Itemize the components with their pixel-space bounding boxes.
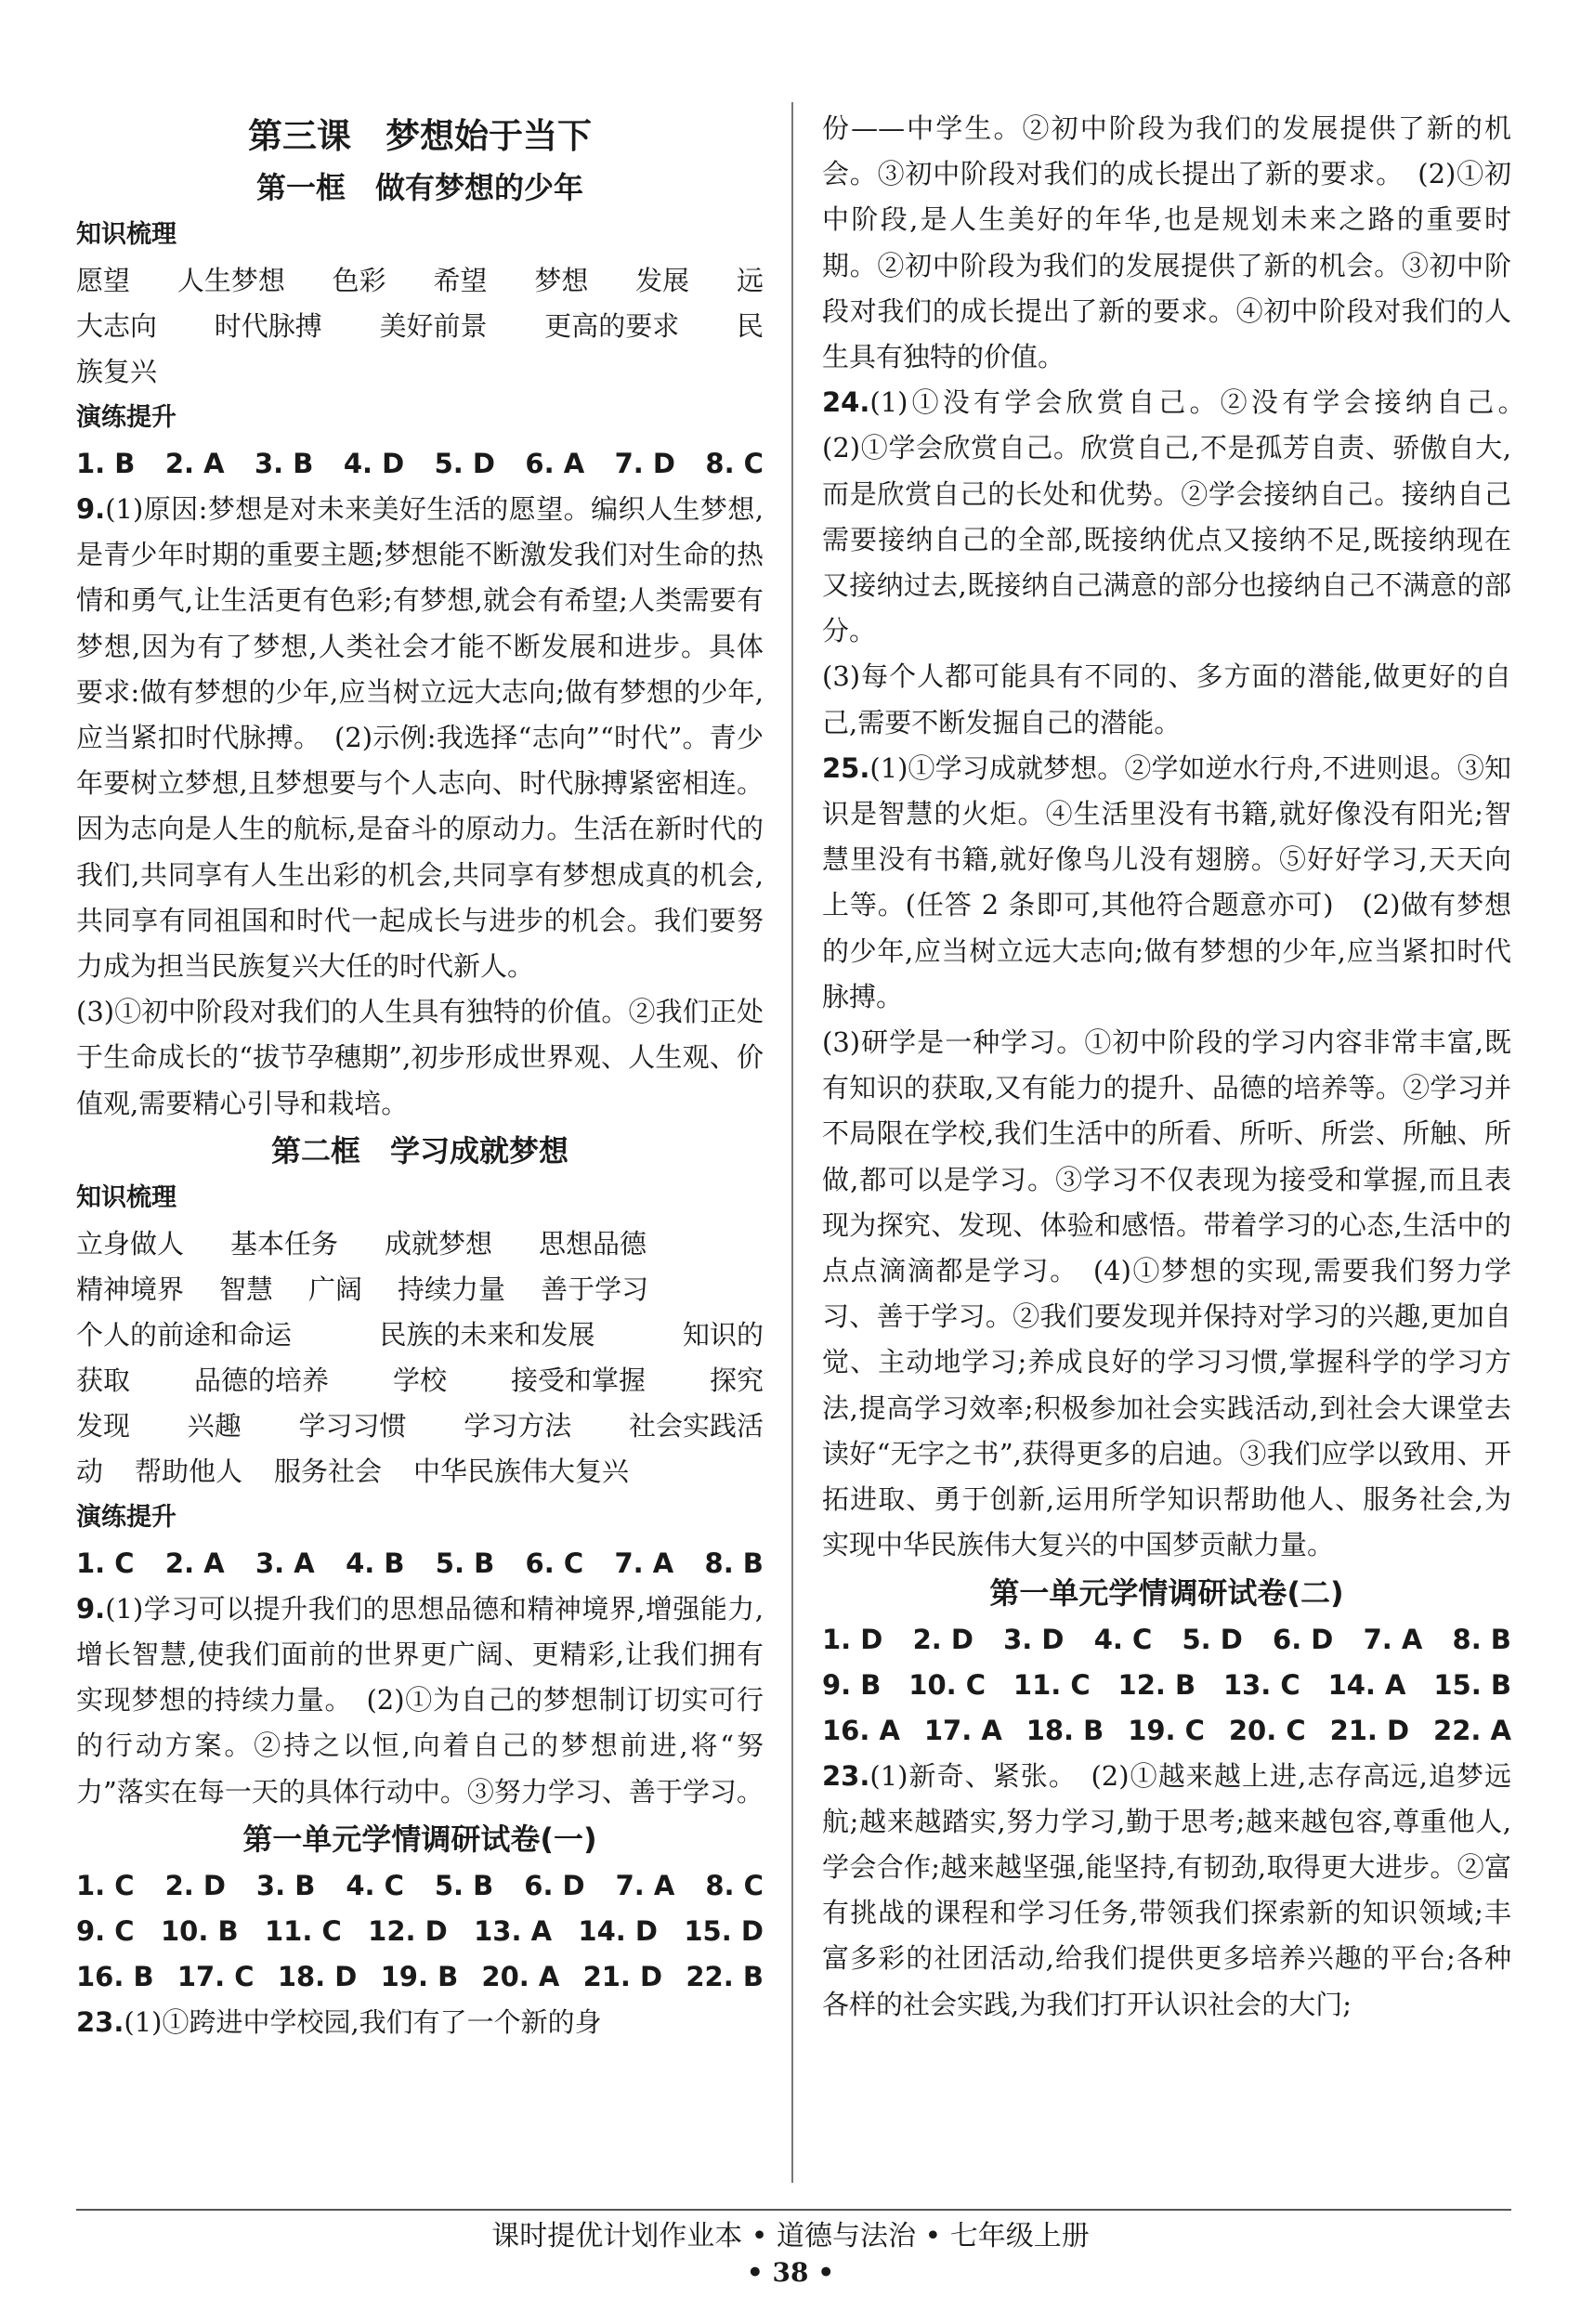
mc-answer: 9. C: [76, 1914, 135, 1947]
keyword: 持续力量: [398, 1273, 506, 1305]
keyword: 时代脉搏: [214, 310, 322, 342]
mc-answer: 1. C: [76, 1869, 135, 1901]
mc-answer: 11. C: [1013, 1668, 1091, 1701]
keyword: 动: [76, 1455, 104, 1487]
keyword: 民族的未来和发展: [379, 1318, 595, 1351]
mc-answer: 1. B: [76, 448, 136, 479]
keyword-row: [76, 1312, 764, 1358]
mc-answer: 4. C: [1093, 1623, 1153, 1655]
mc-answer: 12. D: [368, 1914, 448, 1947]
left-column: [76, 97, 764, 2045]
column-divider: [791, 102, 793, 2183]
frame2-knowledge-heading: 知识梳理: [76, 1182, 176, 1212]
mc-answer: 22. B: [686, 1960, 764, 1992]
frame1-title: 第一框 做有梦想的少年: [255, 170, 583, 205]
mc-answer: 22. A: [1433, 1714, 1511, 1746]
mc-answer: 20. C: [1228, 1714, 1306, 1746]
frame1-q9-answer: [76, 487, 764, 989]
mc-answer: 15. D: [684, 1914, 764, 1947]
mc-answer: 9. B: [822, 1668, 882, 1701]
keyword: 族复兴: [76, 356, 158, 387]
exam1-title: 第一单元学情调研试卷(一): [242, 1821, 597, 1857]
keyword: 社会实践活: [628, 1409, 764, 1442]
keyword: 中华民族伟大复兴: [413, 1455, 630, 1487]
mc-answer: 7. A: [1363, 1623, 1423, 1655]
mc-answer: 4. C: [346, 1869, 404, 1901]
mc-answer: 11. C: [264, 1914, 342, 1947]
mc-row: [822, 1663, 1511, 1708]
mc-answer: 6. D: [1273, 1623, 1334, 1655]
keyword: 人生梦想: [176, 265, 285, 296]
answer-text: (1)①没有学会欣赏自己。②没有学会接纳自己。 (2)①学会欣赏自己。欣赏自己,不是孤芳自责、骄傲自大,而是欣赏自己的长处和优势。②学会接纳自己。接纳自己需要接纳自己的全部,既接纳优点又接纳不足,既接纳现在又接纳过去,既接纳自己满意的部分也接纳自己不满意的部分。: [822, 386, 1539, 647]
keyword: 品德的培养: [193, 1364, 329, 1396]
question-number: 23.: [822, 1759, 870, 1792]
keyword: 发展: [635, 265, 690, 296]
frame1-mc-answers: [76, 441, 764, 487]
mc-answer: 17. C: [176, 1960, 255, 1992]
keyword: 智慧: [219, 1273, 274, 1305]
keyword: 思想品德: [539, 1227, 647, 1260]
keyword: 大志向: [76, 310, 158, 342]
mc-answer: 7. A: [615, 1869, 675, 1901]
mc-answer: 6. A: [525, 448, 585, 479]
mc-answer: 5. B: [435, 1547, 495, 1579]
keyword: 美好前景: [379, 310, 488, 342]
mc-answer: 15. B: [1433, 1668, 1511, 1701]
exam1-q23-start: [76, 2000, 764, 2045]
mc-answer: 7. A: [614, 1547, 674, 1579]
mc-answer: 1. D: [822, 1623, 883, 1655]
lesson-title: 第三课 梦想始于当下: [248, 116, 592, 156]
keyword: 学习习惯: [298, 1409, 407, 1442]
mc-answer: 19. B: [380, 1960, 459, 1992]
frame2-mc-answers: [76, 1541, 764, 1586]
keyword-row: [76, 1221, 764, 1267]
keyword: 服务社会: [274, 1455, 383, 1487]
exam2-q23-answer: [822, 1754, 1511, 2028]
mc-row: [76, 1909, 764, 1954]
keyword: 色彩: [332, 265, 386, 296]
question-number: 25.: [822, 751, 870, 784]
keyword: 获取: [76, 1364, 131, 1396]
keyword: 学习方法: [464, 1409, 572, 1442]
mc-answer: 21. D: [1329, 1714, 1410, 1746]
keyword: 知识的: [682, 1318, 764, 1351]
exam2-mc-answers: [822, 1617, 1511, 1754]
keyword: 探究: [709, 1364, 764, 1396]
mc-answer: 5. D: [434, 448, 495, 479]
keyword: 希望: [433, 265, 488, 296]
keyword: 更高的要求: [544, 310, 680, 342]
mc-answer: 3. A: [255, 1547, 315, 1579]
mc-answer: 2. A: [164, 448, 225, 479]
answer-text: (1)原因:梦想是对未来美好生活的愿望。编织人生梦想,是青少年时期的重要主题;梦想能不断激发我们对生命的热情和勇气,让生活更有色彩;有梦想,就会有希望;人类需要有梦想,因为有了梦想,人类社会才能不断发展和进步。具体要求:做有梦想的少年,应当树立远大志向;做有梦想的少年,应当紧扣时代脉搏。 (2)示例:我选择“志向”“时代”。青少年要树立梦想,且梦想要与个人志向、时代脉搏紧密相连。因为志向是人生的航标,是奋斗的原动力。生活在新时代的我们,共同享有人生出彩的机会,共同享有梦想成真的机会,共同享有同祖国和时代一起成长与进步的机会。我们要努力成为担当民族复兴大任的时代新人。: [76, 493, 764, 983]
keyword: 梦想: [534, 265, 589, 296]
mc-answer: 16. A: [822, 1714, 900, 1746]
mc-answer: 2. D: [164, 1869, 226, 1901]
answer-text: (1)新奇、紧张。 (2)①越来越上进,志存高远,追梦远航;越来越踏实,努力学习,勤于思考;越来越包容,尊重他人,学会合作;越来越坚强,能坚持,有韧劲,取得更大进步。②富有挑战的课程和学习任务,带领我们探索新的知识领域;丰富多彩的社团活动,给我们提供更多培养兴趣的平台;各种各样的社会实践,为我们打开认识社会的大门;: [822, 1759, 1511, 2020]
exam1-q23-continued: 份——中学生。②初中阶段为我们的发展提供了新的机会。③初中阶段对我们的成长提出了新的要求。 (2)①初中阶段,是人生美好的年华,也是规划未来之路的重要时期。②初中阶段为我们的发展提供了新的机会。③初中阶段对我们的成长提出了新的要求。④初中阶段对我们的人生具有独特的价值。: [822, 112, 1511, 373]
mc-answer: 10. B: [160, 1914, 239, 1947]
mc-answer: 8. B: [704, 1547, 764, 1579]
mc-row: [76, 1954, 764, 2000]
question-number: 23.: [76, 2005, 124, 2038]
mc-answer: 14. A: [1327, 1668, 1406, 1701]
question-number: 24.: [822, 386, 870, 419]
keyword-row: [76, 1267, 764, 1312]
q25-answer: [822, 746, 1511, 1020]
mc-answer: 8. B: [1452, 1623, 1511, 1655]
mc-answer: 5. B: [434, 1869, 494, 1901]
mc-answer: 18. B: [1026, 1714, 1104, 1746]
mc-answer: 14. D: [578, 1914, 658, 1947]
mc-answer: 4. D: [343, 448, 405, 479]
mc-answer: 10. C: [908, 1668, 986, 1701]
mc-row: [76, 1863, 764, 1909]
mc-answer: 18. D: [277, 1960, 358, 1992]
q24-part3: (3)每个人都可能具有不同的、多方面的潜能,做更好的自己,需要不断发掘自己的潜能。: [822, 660, 1511, 738]
frame2-keywords: [76, 1221, 764, 1495]
keyword-row: [76, 258, 764, 304]
mc-answer: 6. C: [525, 1547, 584, 1579]
mc-answer: 13. C: [1222, 1668, 1300, 1701]
frame2-title: 第二框 学习成就梦想: [270, 1132, 568, 1169]
mc-answer: 8. C: [705, 448, 764, 479]
mc-answer: 12. B: [1117, 1668, 1196, 1701]
mc-answer: 17. A: [923, 1714, 1002, 1746]
keyword-row: [76, 1449, 764, 1495]
page-number: • 38 •: [746, 2257, 835, 2288]
keyword: 广阔: [308, 1273, 363, 1305]
keyword: 发现: [76, 1409, 131, 1442]
mc-answer: 7. D: [614, 448, 675, 479]
mc-answer: 16. B: [76, 1960, 154, 1992]
keyword: 接受和掌握: [510, 1364, 646, 1396]
frame1-keywords: [76, 258, 764, 395]
question-number: 9.: [76, 1592, 106, 1625]
keyword-row: [76, 1404, 764, 1449]
keyword: 立身做人: [76, 1227, 185, 1260]
keyword: 民: [736, 310, 764, 342]
exam2-title: 第一单元学情调研试卷(二): [989, 1574, 1344, 1611]
keyword: 愿望: [76, 265, 131, 296]
keyword-row: [76, 1358, 764, 1404]
keyword-row: [76, 304, 764, 349]
keyword: 兴趣: [187, 1409, 242, 1442]
mc-answer: 4. B: [346, 1547, 405, 1579]
keyword: 学校: [392, 1364, 447, 1396]
footer-book-title: 课时提优计划作业本 • 道德与法治 • 七年级上册: [491, 2220, 1090, 2252]
mc-answer: 19. C: [1128, 1714, 1205, 1746]
exam1-mc-answers: [76, 1863, 764, 2000]
mc-answer: 6. D: [524, 1869, 585, 1901]
keyword: 个人的前途和命运: [76, 1318, 293, 1351]
frame1-q9-part3: (3)①初中阶段对我们的人生具有独特的价值。②我们正处于生命成长的“拔节孕穗期”,初步形成世界观、人生观、价值观,需要精心引导和栽培。: [76, 996, 764, 1119]
mc-answer: 13. A: [474, 1914, 553, 1947]
mc-answer: 2. A: [164, 1547, 225, 1579]
mc-answer: 3. B: [255, 448, 314, 479]
keyword: 远: [736, 265, 764, 296]
mc-answer: 21. D: [582, 1960, 663, 1992]
frame1-knowledge-heading: 知识梳理: [76, 220, 176, 249]
answer-text: (1)学习可以提升我们的思想品德和精神境界,增强能力,增长智慧,使我们面前的世界更广阔、更精彩,让我们拥有实现梦想的持续力量。 (2)①为自己的梦想制订切实可行的行动方案。②持之以恒,向着自己的梦想前进,将“努力”落实在每一天的具体行动中。③努力学习、善于学习。: [76, 1592, 764, 1808]
mc-answer: 8. C: [705, 1869, 764, 1901]
answer-text: (1)①跨进中学校园,我们有了一个新的身: [124, 2005, 602, 2038]
frame2-q9-answer: [76, 1586, 764, 1815]
mc-row: [822, 1708, 1511, 1754]
question-number: 9.: [76, 493, 106, 525]
right-column: [822, 106, 1539, 2028]
mc-answer: 2. D: [912, 1623, 973, 1655]
mc-answer: 20. A: [481, 1960, 560, 1992]
keyword: 基本任务: [230, 1227, 339, 1260]
keyword-row: [76, 349, 764, 395]
mc-answer: 1. C: [76, 1547, 135, 1579]
frame1-practice-heading: 演练提升: [76, 403, 176, 432]
q24-answer: [822, 380, 1539, 654]
answer-text: (1)①学习成就梦想。②学如逆水行舟,不进则退。③知识是智慧的火炬。④生活里没有书籍,就好像没有阳光;智慧里没有书籍,就好像鸟儿没有翅膀。⑤好好学习,天天向上等。(任答 2 条即可,其他符合题意亦可) (2)做有梦想的少年,应当树立远大志向;做有梦想的少年,应当紧扣时代脉搏。: [822, 751, 1511, 1012]
mc-row: [822, 1617, 1511, 1663]
keyword: 帮助他人: [135, 1455, 243, 1487]
keyword: 精神境界: [76, 1273, 185, 1305]
mc-answer: 3. D: [1003, 1623, 1065, 1655]
keyword: 成就梦想: [385, 1227, 493, 1260]
frame2-practice-heading: 演练提升: [76, 1502, 176, 1532]
mc-answer: 5. D: [1182, 1623, 1243, 1655]
keyword: 善于学习: [541, 1273, 649, 1305]
footer-rule: [76, 2209, 1511, 2211]
mc-answer: 3. B: [255, 1869, 316, 1901]
q25-part3: (3)研学是一种学习。①初中阶段的学习内容非常丰富,既有知识的获取,又有能力的提升、品德的培养等。②学习并不局限在学校,我们生活中的所看、所听、所尝、所触、所做,都可以是学习。③学习不仅表现为接受和掌握,而且表现为探究、发现、体验和感悟。带着学习的心态,生活中的点点滴滴都是学习。 (4)①梦想的实现,需要我们努力学习、善于学习。②我们要发现并保持对学习的兴趣,更加自觉、主动地学习;养成良好的学习习惯,掌握科学的学习方法,提高学习效率;积极参加社会实践活动,到社会大课堂去读好“无字之书”,获得更多的启迪。③我们应学以致用、开拓进取、勇于创新,运用所学知识帮助他人、服务社会,为实现中华民族伟大复兴的中国梦贡献力量。: [822, 1026, 1511, 1561]
